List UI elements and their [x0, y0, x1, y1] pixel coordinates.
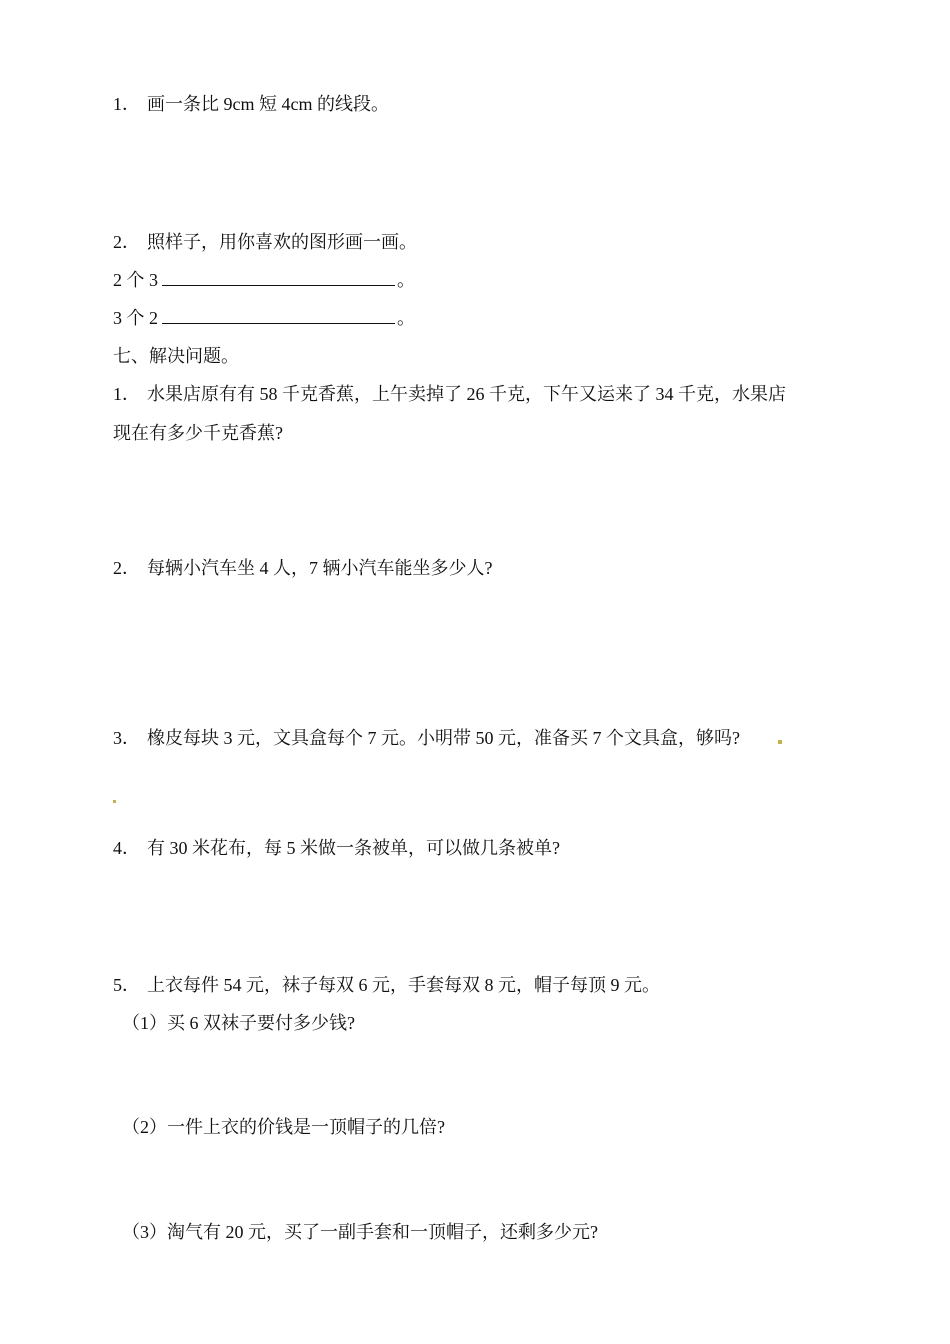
problem-5-sub-2: （2）一件上衣的价钱是一顶帽子的几倍?	[122, 1117, 445, 1137]
fill-blank-2	[113, 305, 415, 331]
question-text: 照样子，用你喜欢的图形画一画。	[147, 232, 417, 252]
question-number: 2．	[113, 558, 140, 578]
question-number: 4．	[113, 838, 140, 858]
question-number: 1．	[113, 94, 140, 114]
problem-4	[113, 835, 560, 861]
problem-3	[113, 725, 740, 751]
answer-blank[interactable]	[162, 306, 395, 324]
drawing-question-2	[113, 229, 417, 255]
fill-suffix: 。	[397, 270, 415, 290]
question-text: 橡皮每块 3 元，文具盒每个 7 元。小明带 50 元，准备买 7 个文具盒，够吗?	[147, 728, 740, 748]
question-number: 2．	[113, 232, 140, 252]
stray-mark	[778, 740, 782, 744]
section-title: 七、解决问题。	[113, 346, 239, 366]
problem-5-sub-1: （1）买 6 双袜子要付多少钱?	[122, 1013, 355, 1033]
question-text: 画一条比 9cm 短 4cm 的线段。	[147, 94, 389, 114]
problem-5	[113, 972, 660, 998]
question-text: 水果店原有有 58 千克香蕉，上午卖掉了 26 千克，下午又运来了 34 千克，水果店	[147, 384, 786, 404]
problem-1-continuation: 现在有多少千克香蕉?	[113, 423, 283, 443]
fill-prefix: 3 个 2	[113, 308, 158, 328]
question-text: 每辆小汽车坐 4 人，7 辆小汽车能坐多少人?	[147, 558, 493, 578]
fill-prefix: 2 个 3	[113, 270, 158, 290]
question-text: 上衣每件 54 元，袜子每双 6 元，手套每双 8 元，帽子每顶 9 元。	[147, 975, 660, 995]
problem-5-sub-3: （3）淘气有 20 元，买了一副手套和一顶帽子，还剩多少元?	[122, 1222, 598, 1242]
problem-1	[113, 381, 786, 407]
fill-suffix: 。	[397, 308, 415, 328]
question-number: 5．	[113, 975, 140, 995]
answer-blank[interactable]	[162, 268, 395, 286]
question-text: 有 30 米花布，每 5 米做一条被单，可以做几条被单?	[147, 838, 560, 858]
fill-blank-1	[113, 267, 415, 293]
question-number: 3．	[113, 728, 140, 748]
question-number: 1．	[113, 384, 140, 404]
drawing-question-1	[113, 91, 389, 117]
stray-mark	[113, 800, 116, 803]
problem-2	[113, 555, 493, 581]
